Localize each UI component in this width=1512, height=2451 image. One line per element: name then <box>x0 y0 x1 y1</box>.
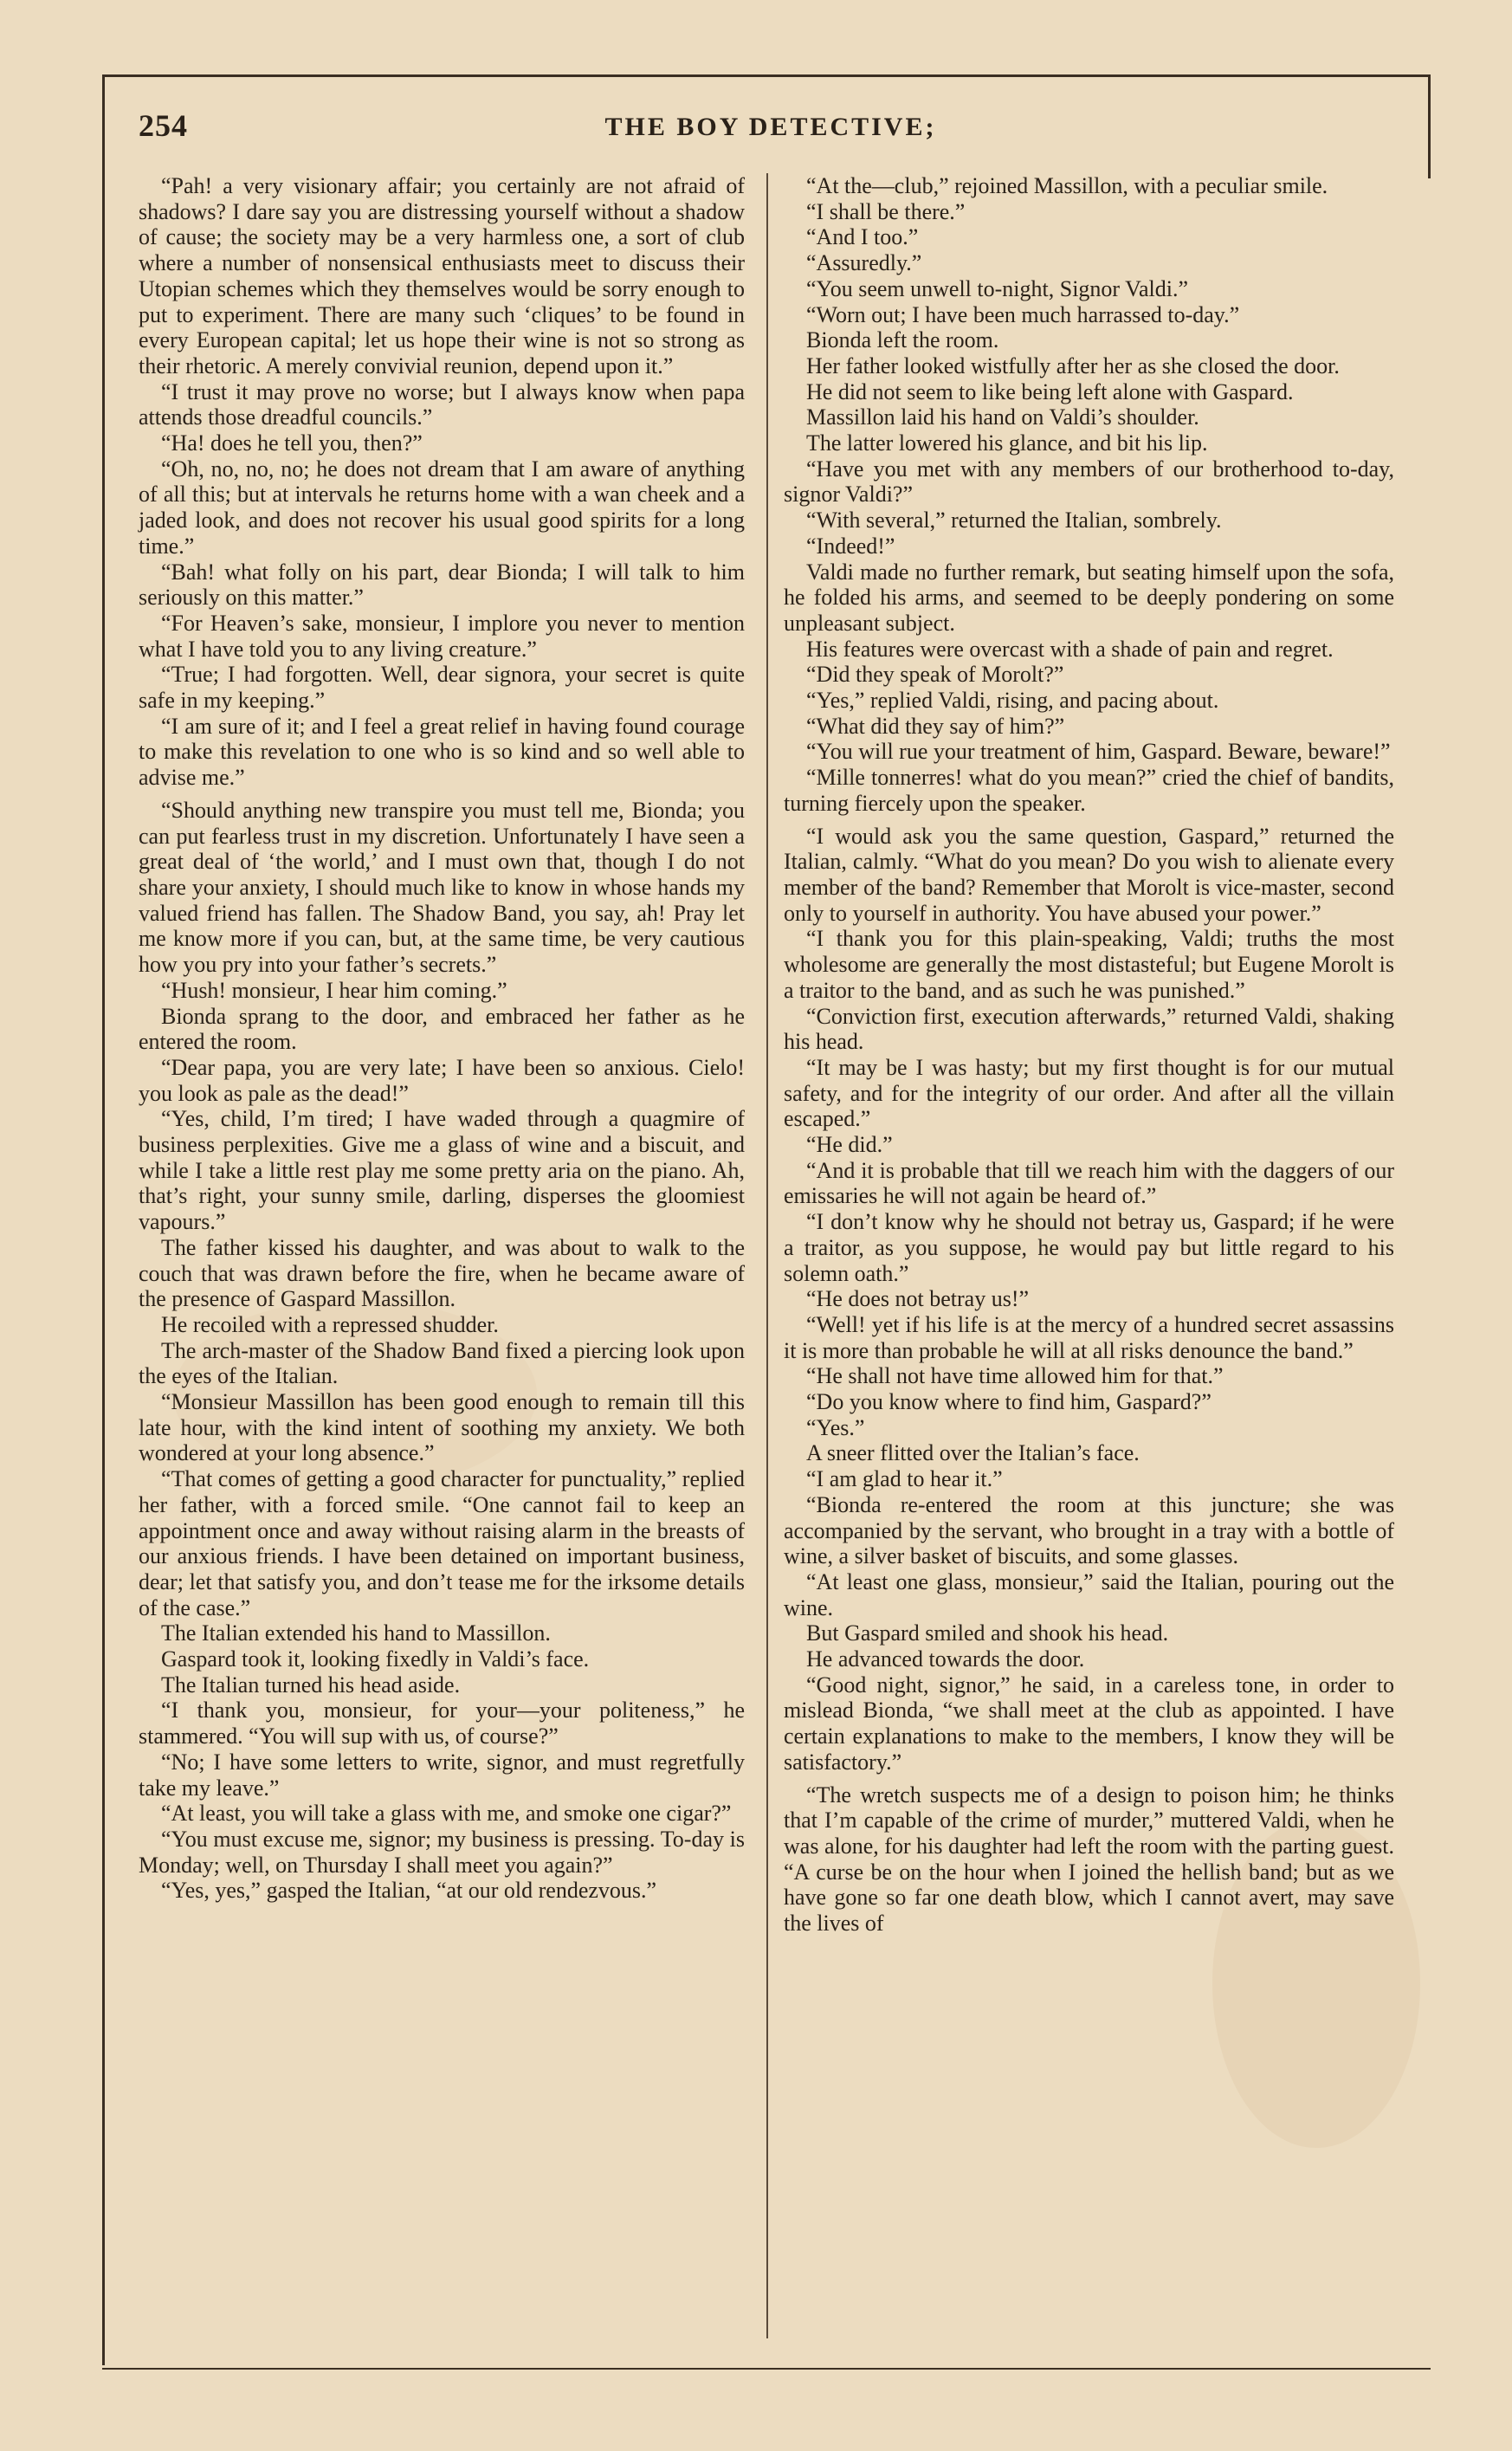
paragraph: “Monsieur Massillon has been good enough to remain till this late hour, with the kind intent of soothing my anxiety. We both wondered at your long absence.” <box>139 1389 745 1466</box>
paragraph: “You must excuse me, signor; my business is pressing. To-day is Monday; well, on Thursday I shall meet you again?” <box>139 1827 745 1878</box>
paragraph: He did not seem to like being left alone with Gaspard. <box>806 378 1294 404</box>
page-border-right <box>1428 74 1431 178</box>
paragraph: “I thank you, monsieur, for your—your politeness,” he stammered. “You will sup with us, of course?” <box>139 1698 745 1749</box>
paragraph: “At the—club,” rejoined Massillon, with a peculiar smile. <box>806 173 1328 198</box>
paragraph: “Dear papa, you are very late; I have been so anxious. Cielo! you look as pale as the dead!” <box>139 1054 745 1106</box>
running-title: THE BOY DETECTIVE; <box>604 113 937 141</box>
paragraph: “With several,” returned the Italian, sombrely. <box>806 508 1222 534</box>
paragraph: “Ha! does he tell you, then?” <box>161 430 423 456</box>
paragraph: “Mille tonnerres! what do you mean?” cried the chief of bandits, turning fiercely upon the speaker. <box>784 765 1394 816</box>
right-column <box>784 173 1394 1937</box>
paragraph: “I shall be there.” <box>806 198 966 224</box>
page-border-top <box>102 74 1431 77</box>
paragraph: “He shall not have time allowed him for that.” <box>806 1363 1224 1389</box>
paragraph: “Yes,” replied Valdi, rising, and pacing about. <box>806 688 1219 714</box>
paragraph: The father kissed his daughter, and was about to walk to the couch that was drawn before the fire, when he became aware of the presence of Gaspard Massillon. <box>139 1234 745 1312</box>
paragraph: Her father looked wistfully after her as she closed the door. <box>806 352 1340 378</box>
paragraph: “Oh, no, no, no; he does not dream that I am aware of anything of all this; but at intervals he returns home with a wan cheek and a jaded look, and does not recover his usual good spirits for a long time.” <box>139 456 745 559</box>
paragraph: A sneer flitted over the Italian’s face. <box>806 1440 1140 1466</box>
paragraph: “Hush! monsieur, I hear him coming.” <box>161 977 507 1003</box>
paragraph: “Bah! what folly on his part, dear Bionda; I will talk to him seriously on this matter.” <box>139 559 745 611</box>
paragraph: “He did.” <box>806 1132 893 1158</box>
paragraph: Valdi made no further remark, but seating himself upon the sofa, he folded his arms, and seemed to be deeply pondering on some unpleasant subject. <box>784 559 1394 636</box>
paragraph: The latter lowered his glance, and bit his lip. <box>806 430 1208 456</box>
paragraph: “Conviction first, execution afterwards,” returned Valdi, shaking his head. <box>784 1003 1394 1055</box>
paragraph: “Well! yet if his life is at the mercy of a hundred secret assassins it is more than probable he will at all risks denounce the band.” <box>784 1311 1394 1363</box>
paragraph: “And it is probable that till we reach him with the daggers of our emissaries he will not again be heard of.” <box>784 1157 1394 1209</box>
left-column <box>139 173 745 1904</box>
paragraph: “Do you know where to find him, Gaspard?” <box>806 1389 1212 1415</box>
column-divider <box>766 173 768 2338</box>
paragraph: “Yes, yes,” gasped the Italian, “at our old rendezvous.” <box>161 1878 657 1904</box>
paragraph: “Yes, child, I’m tired; I have waded through a quagmire of business perplexities. Give me a glass of wine and a biscuit, and while I take a little rest play me some pretty aria on the piano. Ah, that’s right, your sunny smile, darling, disperses the gloomiest vapours.” <box>139 1106 745 1235</box>
paragraph: “Pah! a very visionary affair; you certainly are not afraid of shadows? I dare say you are distressing yourself without a shadow of cause; the society may be a very harmless one, a sort of club where a number of nonsensical enthusiasts meet to discuss their Utopian schemes which they themselves would be sorry enough to put to experiment. There are many such ‘cliques’ to be found in every European capital; let us hope their wine is not so strong as their rhetoric. A merely convivial reunion, depend upon it.” <box>139 173 745 378</box>
paragraph: “Bionda re-entered the room at this juncture; she was accompanied by the servant, who brought in a tray with a bottle of wine, a silver basket of biscuits, and some glasses. <box>784 1491 1394 1569</box>
paragraph: “Have you met with any members of our brotherhood to-day, signor Valdi?” <box>784 456 1394 508</box>
paragraph: “Should anything new transpire you must tell me, Bionda; you can put fearless trust in my discretion. Unfortunately I have seen a great deal of ‘the world,’ and I must own that, though I do not share your anxiety, I should much like to know in whose hands my valued friend has fallen. The Shadow Band, you say, ah! Pray let me know more if you can, but, at the same time, be very cautious how you pry into your father’s secrets.” <box>139 797 745 978</box>
paragraph: He advanced towards the door. <box>806 1646 1085 1672</box>
paragraph: “At least one glass, monsieur,” said the Italian, pouring out the wine. <box>784 1568 1394 1620</box>
paragraph: “I am sure of it; and I feel a great relief in having found courage to make this revelation to one who is so kind and so well able to advise me.” <box>139 713 745 791</box>
page-border-left <box>102 74 105 2365</box>
paragraph: Bionda sprang to the door, and embraced her father as he entered the room. <box>139 1003 745 1055</box>
paragraph: “At least, you will take a glass with me, and smoke one cigar?” <box>161 1801 732 1827</box>
paragraph: “I don’t know why he should not betray us, Gaspard; if he were a traitor, as you suppose, he would pay but little regard to his solemn oath.” <box>784 1209 1394 1286</box>
paragraph: The Italian turned his head aside. <box>161 1672 461 1698</box>
paragraph: “Indeed!” <box>806 533 895 559</box>
paragraph: “Worn out; I have been much harrassed to-day.” <box>806 301 1240 327</box>
paragraph: “I thank you for this plain-speaking, Valdi; truths the most wholesome are generally the most distasteful; but Eugene Morolt is a traitor to the band, and as such he was punished.” <box>784 926 1394 1003</box>
paragraph: “True; I had forgotten. Well, dear signora, your secret is quite safe in my keeping.” <box>139 662 745 714</box>
paragraph: “Assuredly.” <box>806 250 922 276</box>
paragraph: The arch-master of the Shadow Band fixed a piercing look upon the eyes of the Italian. <box>139 1337 745 1389</box>
paragraph: “I trust it may prove no worse; but I always know when papa attends those dreadful councils.” <box>139 378 745 430</box>
paragraph: Bionda left the room. <box>806 327 999 353</box>
page-number: 254 <box>139 108 188 143</box>
paragraph: “For Heaven’s sake, monsieur, I implore you never to mention what I have told you to any living creature.” <box>139 610 745 662</box>
paragraph: He recoiled with a repressed shudder. <box>161 1311 499 1337</box>
paragraph: But Gaspard smiled and shook his head. <box>806 1620 1169 1646</box>
paragraph: His features were overcast with a shade of pain and regret. <box>806 636 1334 662</box>
paragraph: “What did they say of him?” <box>806 713 1065 739</box>
paragraph: “Yes.” <box>806 1414 865 1440</box>
paragraph: “No; I have some letters to write, signor, and must regretfully take my leave.” <box>139 1749 745 1801</box>
paragraph: “He does not betray us!” <box>806 1286 1030 1312</box>
paragraph: “Did they speak of Morolt?” <box>806 662 1064 688</box>
page-border-bottom <box>102 2368 1431 2370</box>
paragraph: “I would ask you the same question, Gaspard,” returned the Italian, calmly. “What do you mean? Do you wish to alienate every member of the band? Remember that Morolt is vice-master, second only to yourself in authority. You have abused your power.” <box>784 823 1394 926</box>
paragraph: “And I too.” <box>806 224 919 250</box>
paragraph: “That comes of getting a good character for punctuality,” replied her father, with a forced smile. “One cannot fail to keep an appointment once and away without raising alarm in the breasts of our anxious friends. I have been detained on important business, dear; let that satisfy you, and don’t tease me for the irksome details of the case.” <box>139 1466 745 1620</box>
paragraph: The Italian extended his hand to Massillon. <box>161 1620 551 1646</box>
paragraph: “You seem unwell to-night, Signor Valdi.” <box>806 275 1189 301</box>
paragraph: “I am glad to hear it.” <box>806 1466 1003 1492</box>
page-header <box>139 104 1403 156</box>
paragraph: “You will rue your treatment of him, Gaspard. Beware, beware!” <box>806 739 1391 765</box>
paragraph: Massillon laid his hand on Valdi’s shoulder. <box>806 404 1199 430</box>
paragraph: “The wretch suspects me of a design to poison him; he thinks that I’m capable of the crime of murder,” muttered Valdi, when he was alone, for his daughter had left the room with the parting guest. “A curse be on the hour when I joined the hellish band; but as we have gone so far one death blow, which I cannot avert, may save the lives of <box>784 1782 1394 1937</box>
paragraph: Gaspard took it, looking fixedly in Valdi’s face. <box>161 1646 590 1672</box>
paragraph: “Good night, signor,” he said, in a careless tone, in order to mislead Bionda, “we shall meet at the club as appointed. I have certain explanations to make to the members, I know they will be satisfactory.” <box>784 1672 1394 1775</box>
paragraph: “It may be I was hasty; but my first thought is for our mutual safety, and for the integrity of our order. And after all the villain escaped.” <box>784 1054 1394 1132</box>
